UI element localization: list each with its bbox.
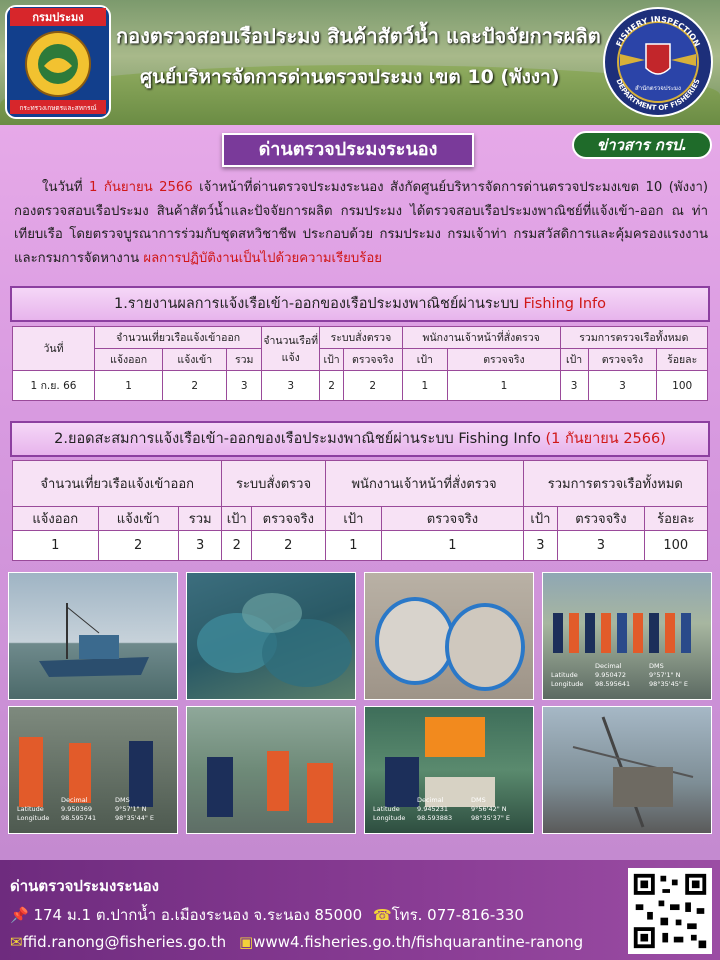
qr-code[interactable] xyxy=(628,868,712,954)
footer-phone: โทร. 077-816-330 xyxy=(391,906,524,924)
table-cell: 2 xyxy=(222,531,252,561)
table-cell: 3 xyxy=(262,371,320,401)
gps-label: Longitude xyxy=(17,814,50,822)
sub-target: เป้า xyxy=(523,507,558,531)
table-cell: 1 xyxy=(448,371,561,401)
gps-value: 98.595641 xyxy=(595,680,631,688)
paragraph-body: เจ้าหน้าที่ด่านตรวจประมงระนอง สังกัดศูนย์บริหารจัดการด่านตรวจประมงเขต 10 (พังงา) กองตรวจสอบเรือประมง สินค้าสัตว์น้ำและปัจจัยการผลิต กรมประมง ได้ตรวจสอบเรือประมงพาณิชย์ที่แจ้งเข้า-ออก ณ ท่าเทียบเรือ โดยตรวจบูรณาการร่วมกับชุดสหวิชาชีพ ประกอบด้วย กรมประมง กรมเจ้าท่า กรมสวัสดิการและคุ้มครองแรงงาน และกรมการจัดหางาน xyxy=(14,180,708,266)
gps-label: Decimal xyxy=(417,796,444,804)
sub-sum: รวม xyxy=(227,349,262,371)
table-cell: 1 xyxy=(382,531,523,561)
table-cell: 3 xyxy=(523,531,558,561)
gps-value: 9°56'42" N xyxy=(471,805,507,813)
sub-percent: ร้อยละ xyxy=(657,349,708,371)
gps-label: Latitude xyxy=(551,671,578,679)
table-cell: 1 xyxy=(95,371,163,401)
table-row xyxy=(13,371,708,401)
mast-illustration xyxy=(543,707,712,834)
paragraph-intro: ในวันที่ xyxy=(42,180,90,195)
col-total: รวมการตรวจเรือทั้งหมด xyxy=(560,327,707,349)
sub-actual: ตรวจจริง xyxy=(343,349,402,371)
gps-value: 9°57'1" N xyxy=(649,671,681,679)
header-title-line1: กองตรวจสอบเรือประมง สินค้าสัตว์น้ำ และปัจจัยการผลิต xyxy=(116,24,601,48)
catch-illustration xyxy=(365,573,534,700)
section2-title-bar xyxy=(10,421,710,457)
right-logo-bottom-text: DEPARTMENT OF FISHERIES xyxy=(614,77,702,113)
table-cell: 1 xyxy=(402,371,448,401)
gps-label: DMS xyxy=(115,796,130,804)
sub-actual: ตรวจจริง xyxy=(252,507,326,531)
left-logo-bottom-text: กระทรวงเกษตรและสหกรณ์ xyxy=(19,104,97,112)
photo-officers-inspection xyxy=(8,706,178,834)
gps-label: Latitude xyxy=(373,805,400,813)
section1-system: Fishing Info xyxy=(523,296,607,312)
gps-value: 98.593883 xyxy=(417,814,453,822)
col-date: วันที่ xyxy=(13,327,95,371)
table-cell: 1 xyxy=(13,531,99,561)
gps-label: DMS xyxy=(649,662,664,670)
photo-grid xyxy=(8,572,712,836)
result-text: ผลการปฏิบัติงานเป็นไปด้วยความเรียบร้อย xyxy=(143,250,382,266)
table-cell: 2 xyxy=(98,531,178,561)
photo-catch-inspection xyxy=(364,572,534,700)
table-cell: 2 xyxy=(163,371,227,401)
sub-actual: ตรวจจริง xyxy=(382,507,523,531)
boat-illustration xyxy=(9,573,178,700)
report-paragraph xyxy=(14,176,708,270)
col-trips: จำนวนเที่ยวเรือแจ้งเข้าออก xyxy=(95,327,262,349)
gps-value: 98°35'45" E xyxy=(649,680,689,688)
table-cell: 1 ก.ย. 66 xyxy=(13,371,95,401)
gps-value: 9.950369 xyxy=(61,805,93,813)
photo-fishing-nets xyxy=(186,572,356,700)
left-logo-top-text: กรมประมง xyxy=(32,11,84,24)
section2-date: (1 กันยายน 2566) xyxy=(545,431,666,447)
table-cell: 100 xyxy=(644,531,707,561)
gps-value: 9.945231 xyxy=(417,805,449,813)
col-officer: พนักงานเจ้าหน้าที่สั่งตรวจ xyxy=(325,461,523,507)
email-icon: ✉ xyxy=(10,933,23,951)
gps-overlay xyxy=(551,662,701,689)
gps-value: 9°57'1" N xyxy=(115,805,147,813)
photo-mast-inspection xyxy=(542,706,712,834)
daily-report-table xyxy=(12,326,708,401)
table-cell: 3 xyxy=(588,371,657,401)
header-title-line2: ศูนย์บริหารจัดการด่านตรวจประมง เขต 10 (พังงา) xyxy=(140,66,560,88)
sub-actual: ตรวจจริง xyxy=(558,507,644,531)
department-of-fisheries-logo xyxy=(4,4,112,120)
photo-fishing-boat xyxy=(8,572,178,700)
section1-title-bar xyxy=(10,286,710,322)
computer-icon: ▣ xyxy=(238,933,254,951)
gps-overlay xyxy=(17,796,167,823)
sub-target: เป้า xyxy=(325,507,382,531)
gps-value: 98.595741 xyxy=(61,814,97,822)
gps-value: 98°35'37" E xyxy=(471,814,511,822)
section2-title: 2.ยอดสะสมการแจ้งเรือเข้า-ออกของเรือประมงพาณิชย์ผ่านระบบ Fishing Info xyxy=(54,431,546,447)
gps-label: Latitude xyxy=(17,805,44,813)
sub-target: เป้า xyxy=(320,349,344,371)
col-order-system: ระบบสั่งตรวจ xyxy=(222,461,325,507)
footer-address: 174 ม.1 ต.ปากน้ำ อ.เมืองระนอง จ.ระนอง 85000 xyxy=(33,906,363,924)
sub-actual: ตรวจจริง xyxy=(448,349,561,371)
right-logo-center-text: สำนักตรวจประมง xyxy=(635,85,681,92)
col-officer: พนักงานเจ้าหน้าที่สั่งตรวจ xyxy=(402,327,560,349)
phone-icon: ☎ xyxy=(372,906,392,924)
footer-email[interactable]: ffid.ranong@fisheries.go.th xyxy=(22,933,227,951)
right-logo-top-text: FISHERY INSPECTION xyxy=(614,14,702,49)
table-cell: 2 xyxy=(252,531,326,561)
photo-team-group xyxy=(542,572,712,700)
sub-target: เป้า xyxy=(560,349,588,371)
footer-contact-line xyxy=(10,933,583,951)
col-total: รวมการตรวจเรือทั้งหมด xyxy=(523,461,707,507)
photo-dockside-check xyxy=(186,706,356,834)
sub-in: แจ้งเข้า xyxy=(163,349,227,371)
table-cell: 100 xyxy=(657,371,708,401)
table-cell: 2 xyxy=(320,371,344,401)
table-cell: 1 xyxy=(325,531,382,561)
report-date: 1 กันยายน 2566 xyxy=(89,180,193,195)
news-badge: ข่าวสาร กรป. xyxy=(572,131,712,159)
gps-label: DMS xyxy=(471,796,486,804)
sub-percent: ร้อยละ xyxy=(644,507,707,531)
sub-out: แจ้งออก xyxy=(13,507,99,531)
table-row xyxy=(13,531,708,561)
gps-overlay xyxy=(373,796,523,823)
fishery-inspection-logo xyxy=(600,4,716,120)
nets-illustration xyxy=(187,573,356,700)
dockside-illustration xyxy=(187,707,356,834)
sub-out: แจ้งออก xyxy=(95,349,163,371)
footer-office-name: ด่านตรวจประมงระนอง xyxy=(10,877,159,895)
table-cell: 3 xyxy=(558,531,644,561)
checkpoint-title: ด่านตรวจประมงระนอง xyxy=(222,133,474,167)
sub-target: เป้า xyxy=(402,349,448,371)
sub-target: เป้า xyxy=(222,507,252,531)
footer-website[interactable]: www4.fisheries.go.th/fishquarantine-ranong xyxy=(253,933,584,951)
sub-sum: รวม xyxy=(178,507,222,531)
photo-document-check xyxy=(364,706,534,834)
col-vessels: จำนวนเรือที่แจ้ง xyxy=(262,327,320,371)
gps-value: 9.950472 xyxy=(595,671,627,679)
table-cell: 3 xyxy=(178,531,222,561)
table-cell: 3 xyxy=(227,371,262,401)
sub-actual: ตรวจจริง xyxy=(588,349,657,371)
table-cell: 2 xyxy=(343,371,402,401)
col-trips: จำนวนเที่ยวเรือแจ้งเข้าออก xyxy=(13,461,222,507)
gps-label: Decimal xyxy=(595,662,622,670)
table-cell: 3 xyxy=(560,371,588,401)
gps-value: 98°35'44" E xyxy=(115,814,155,822)
col-order-system: ระบบสั่งตรวจ xyxy=(320,327,402,349)
footer-address-line xyxy=(10,903,524,927)
gps-label: Longitude xyxy=(551,680,584,688)
gps-label: Longitude xyxy=(373,814,406,822)
cumulative-report-table xyxy=(12,460,708,561)
section1-title: 1.รายงานผลการแจ้งเรือเข้า-ออกของเรือประมงพาณิชย์ผ่านระบบ xyxy=(113,296,524,312)
map-pin-icon: 📌 xyxy=(10,906,29,924)
sub-in: แจ้งเข้า xyxy=(98,507,178,531)
gps-label: Decimal xyxy=(61,796,88,804)
